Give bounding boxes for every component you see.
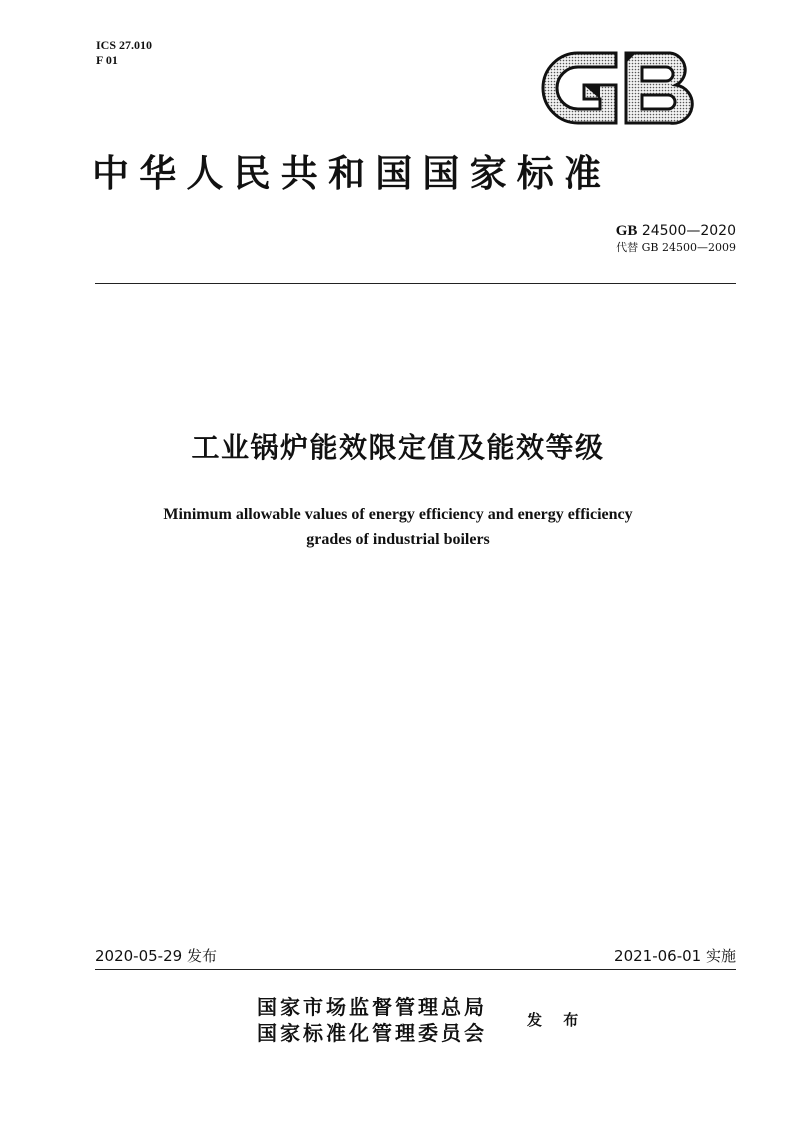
implementation-date: 2021-06-01 实施 [614,947,736,965]
publish-label: 发 布 [527,1011,587,1029]
header-divider [95,283,736,284]
gb-logo [538,47,698,129]
classification-codes [96,38,152,68]
issuer-samr: 国家市场监督管理总局 [257,995,487,1019]
title-en-line-2: grades of industrial boilers [306,531,490,548]
issuing-authorities [257,994,487,1046]
ics-code: ICS 27.010 [96,38,153,52]
document-title-en [0,502,796,552]
footer-divider [95,969,736,970]
title-en-line-1: Minimum allowable values of energy efficiency and energy efficiency [163,506,633,523]
issuer-sac: 国家标准化管理委员会 [257,1021,487,1045]
standard-prefix: GB [615,223,638,239]
ccs-code: F 01 [96,53,118,67]
document-title-zh: 工业锅炉能效限定值及能效等级 [191,431,605,464]
issue-date: 2020-05-29 发布 [95,947,217,965]
gb-logo-icon [538,47,698,129]
standard-number-block [616,222,736,256]
standard-number [616,222,736,240]
replaces-standard: 代替 GB 24500—2009 [616,241,736,254]
national-standard-heading: 中华人民共和国国家标准 [92,151,612,195]
standard-code: 24500—2020 [641,223,736,239]
